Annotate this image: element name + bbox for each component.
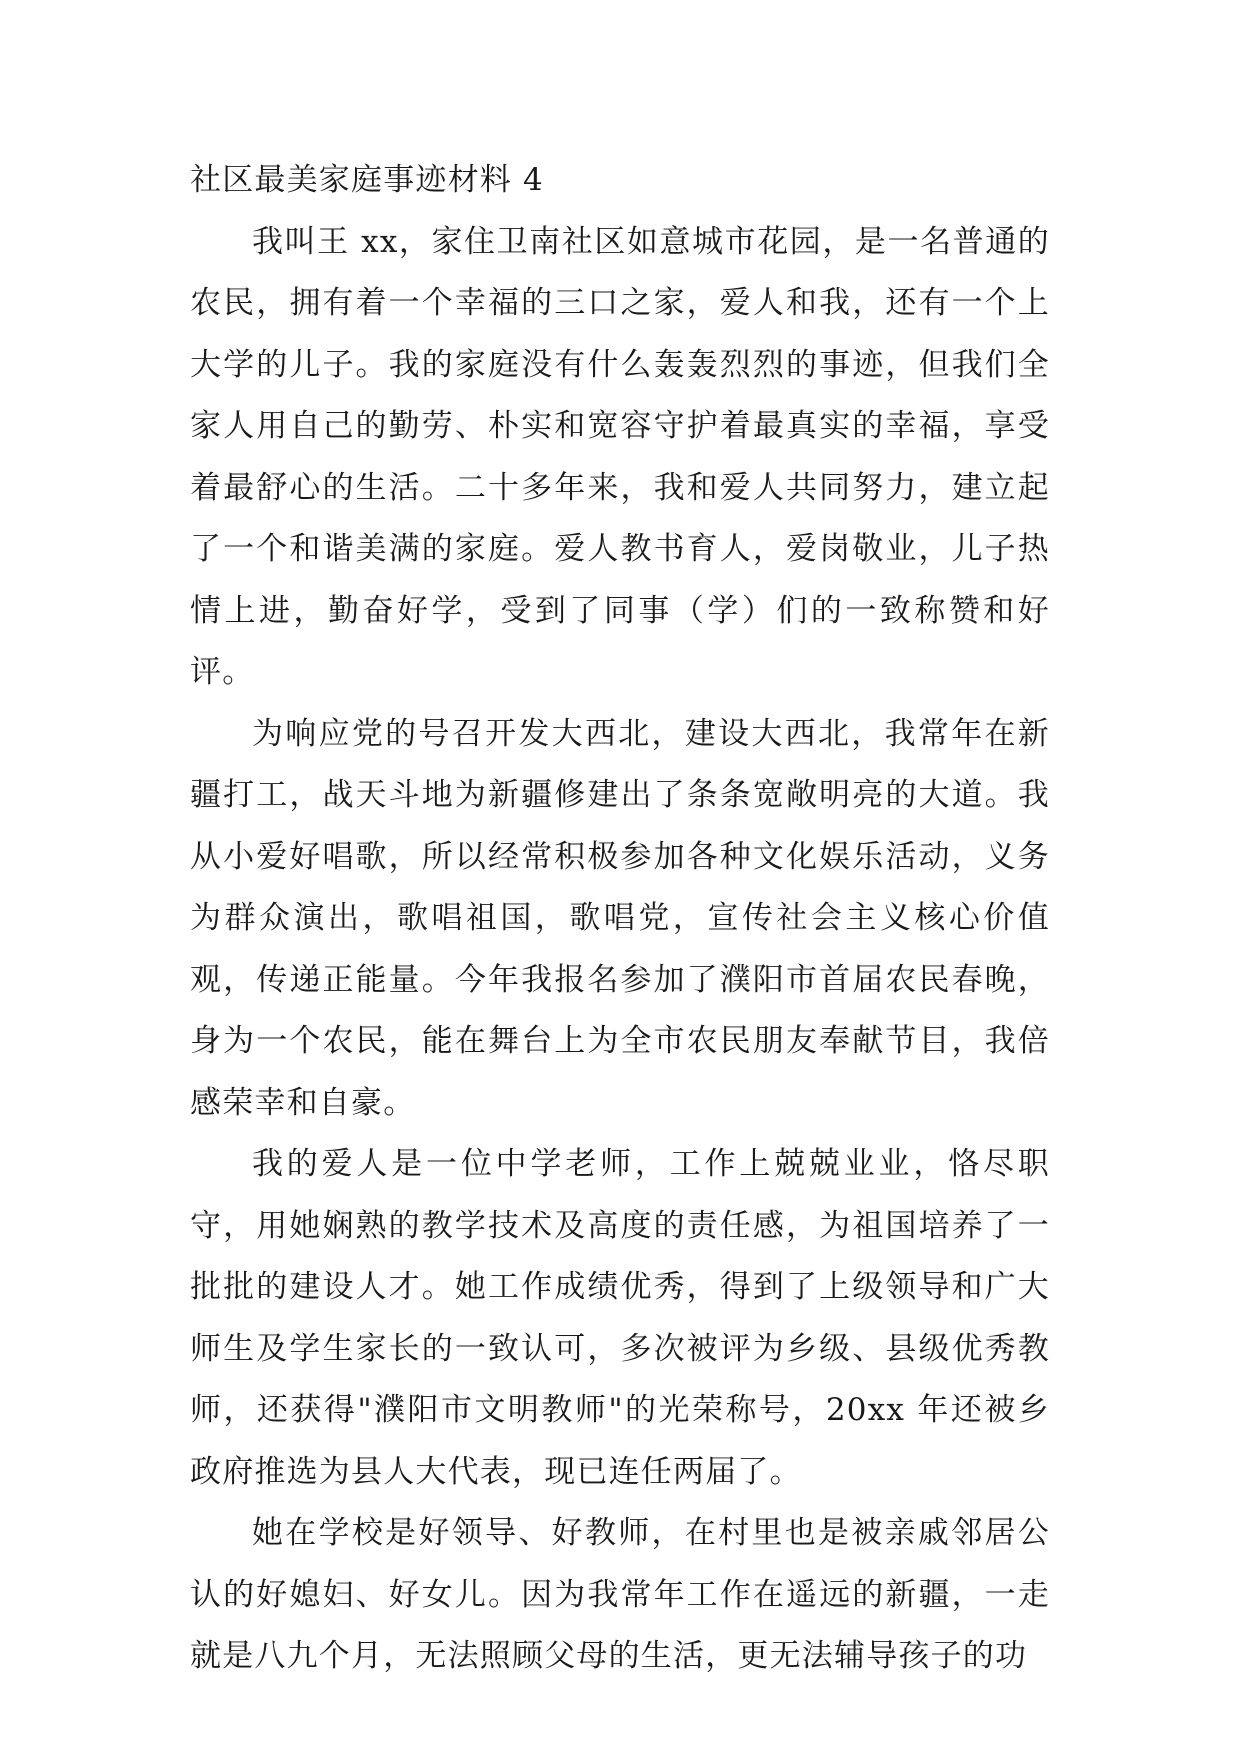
paragraph-xinjiang-work: 为响应党的号召开发大西北，建设大西北，我常年在新疆打工，战天斗地为新疆修建出了条条宽敞明亮的大道。我从小爱好唱歌，所以经常积极参加各种文化娱乐活动，义务为群众演出，歌唱祖国，歌唱党，宣传社会主义核心价值观，传递正能量。今年我报名参加了濮阳市首届农民春晚，身为一个农民，能在舞台上为全市农民朋友奉献节目，我倍感荣幸和自豪。: [190, 715, 1050, 1121]
paragraph-wife-teacher: 我的爱人是一位中学老师，工作上兢兢业业，恪尽职守，用她娴熟的教学技术及高度的责任感，为祖国培养了一批批的建设人才。她工作成绩优秀，得到了上级领导和广大师生及学生家长的一致认可，多次被评为乡级、县级优秀教师，还获得"濮阳市文明教师"的光荣称号，20xx 年还被乡政府推选为县人大代表，现已连任两届了。: [190, 1146, 1050, 1490]
paragraph-wife-village: 她在学校是好领导、好教师，在村里也是被亲戚邻居公认的好媳妇、好女儿。因为我常年工作在遥远的新疆，一走就是八九个月，无法照顾父母的生活，更无法辅导孩子的功: [190, 1515, 1050, 1674]
document-title: 社区最美家庭事迹材料 4: [190, 162, 544, 198]
document-body: [190, 150, 1050, 1688]
paragraph-family-intro: 我叫王 xx，家住卫南社区如意城市花园，是一名普通的农民，拥有着一个幸福的三口之家，爱人和我，还有一个上大学的儿子。我的家庭没有什么轰轰烈烈的事迹，但我们全家人用自己的勤劳、朴实和宽容守护着最真实的幸福，享受着最舒心的生活。二十多年来，我和爱人共同努力，建立起了一个和谐美满的家庭。爱人教书育人，爱岗敬业，儿子热情上进，勤奋好学，受到了同事（学）们的一致称赞和好评。: [190, 223, 1050, 690]
